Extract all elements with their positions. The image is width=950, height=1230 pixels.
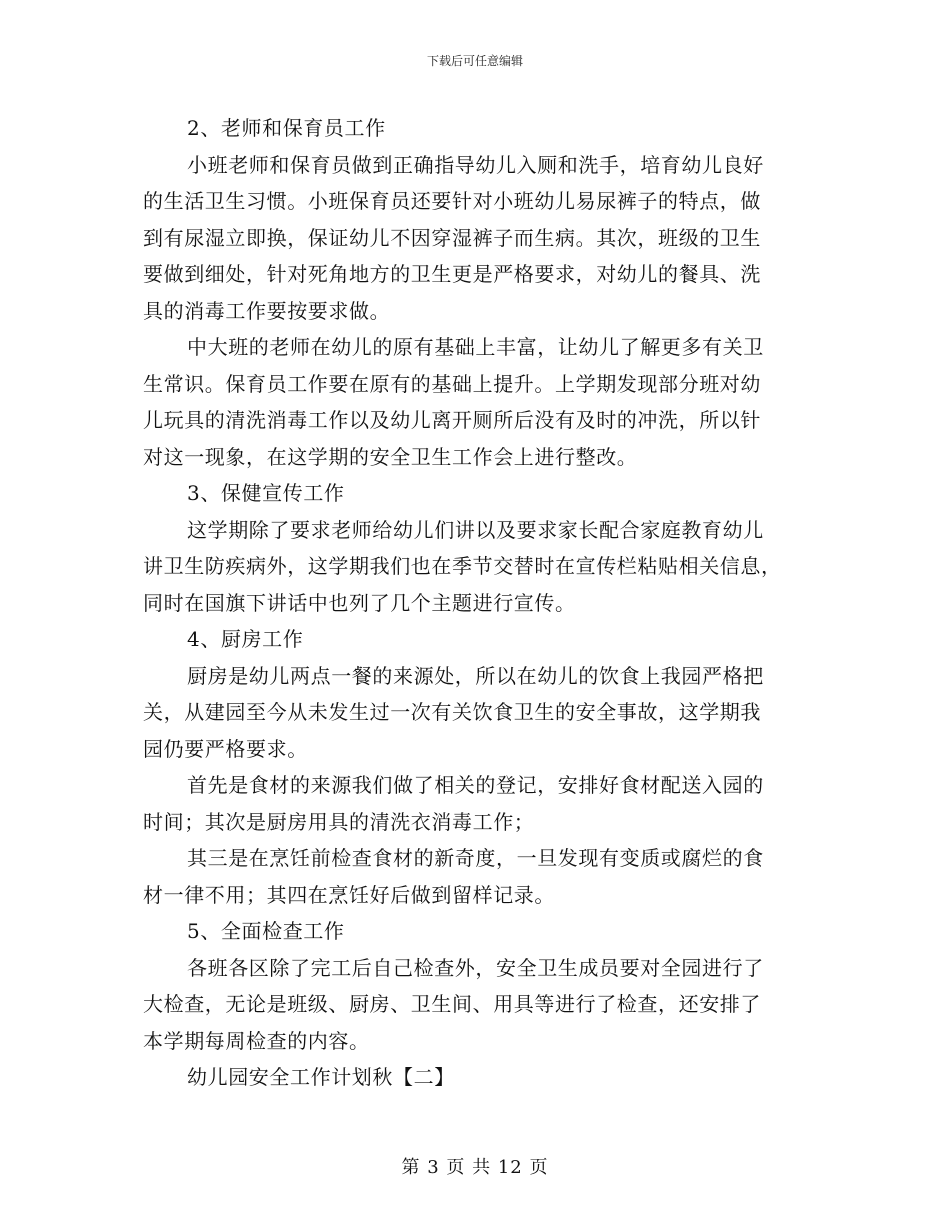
- text-line: 要做到细处，针对死角地方的卫生更是严格要求，对幼儿的餐具、洗: [143, 262, 761, 286]
- text-line: 时间；其次是厨房用具的清洗衣消毒工作；: [143, 809, 535, 834]
- text-line: 这学期除了要求老师给幼儿们讲以及要求家长配合家庭教育幼儿: [187, 517, 764, 542]
- text-line: 本学期每周检查的内容。: [143, 1028, 370, 1053]
- text-line: 对这一现象，在这学期的安全卫生工作会上进行整改。: [143, 444, 638, 469]
- text-line: 厨房是幼儿两点一餐的来源处，所以在幼儿的饮食上我园严格把: [187, 663, 764, 688]
- text-line: 各班各区除了完工后自己检查外，安全卫生成员要对全园进行了: [187, 955, 764, 980]
- text-line: 大检查，无论是班级、厨房、卫生间、用具等进行了检查，还安排了: [143, 992, 761, 1016]
- text-line: 生常识。保育员工作要在原有的基础上提升。上学期发现部分班对幼: [143, 371, 761, 396]
- text-line: 关，从建园至今从未发生过一次有关饮食卫生的安全事故，这学期我: [143, 700, 761, 724]
- text-line: 首先是食材的来源我们做了相关的登记，安排好食材配送入园的: [187, 773, 764, 797]
- text-line: 同时在国旗下讲话中也列了几个主题进行宣传。: [143, 590, 576, 615]
- text-line: 小班老师和保育员做到正确指导幼儿入厕和洗手，培育幼儿良好: [187, 152, 764, 177]
- text-line: 幼儿园安全工作计划秋【二】: [187, 1065, 455, 1089]
- text-line: 的生活卫生习惯。小班保育员还要针对小班幼儿易尿裤子的特点，做: [143, 189, 761, 213]
- text-line: 5、全面检查工作: [187, 919, 345, 943]
- text-line: 讲卫生防疾病外，这学期我们也在季节交替时在宣传栏粘贴相关信息，: [143, 554, 782, 578]
- text-line: 4、厨房工作: [187, 627, 304, 651]
- text-line: 到有尿湿立即换，保证幼儿不因穿湿裤子而生病。其次，班级的卫生: [143, 225, 761, 250]
- text-line: 园仍要严格要求。: [143, 736, 308, 761]
- page-number-footer: 第 3 页 共 12 页: [401, 1157, 549, 1178]
- text-line: 3、保健宣传工作: [187, 481, 345, 505]
- text-line: 其三是在烹饪前检查食材的新奇度，一旦发现有变质或腐烂的食: [187, 846, 764, 870]
- text-line: 中大班的老师在幼儿的原有基础上丰富，让幼儿了解更多有关卫: [187, 335, 764, 359]
- text-line: 儿玩具的清洗消毒工作以及幼儿离开厕所后没有及时的冲洗，所以针: [143, 408, 761, 432]
- document-body: [143, 110, 803, 1096]
- text-line: 具的消毒工作要按要求做。: [143, 298, 391, 323]
- text-line: 材一律不用；其四在烹饪好后做到留样记录。: [143, 882, 555, 907]
- text-line: 2、老师和保育员工作: [187, 116, 386, 140]
- page-header-note: 下载后可任意编辑: [426, 54, 523, 68]
